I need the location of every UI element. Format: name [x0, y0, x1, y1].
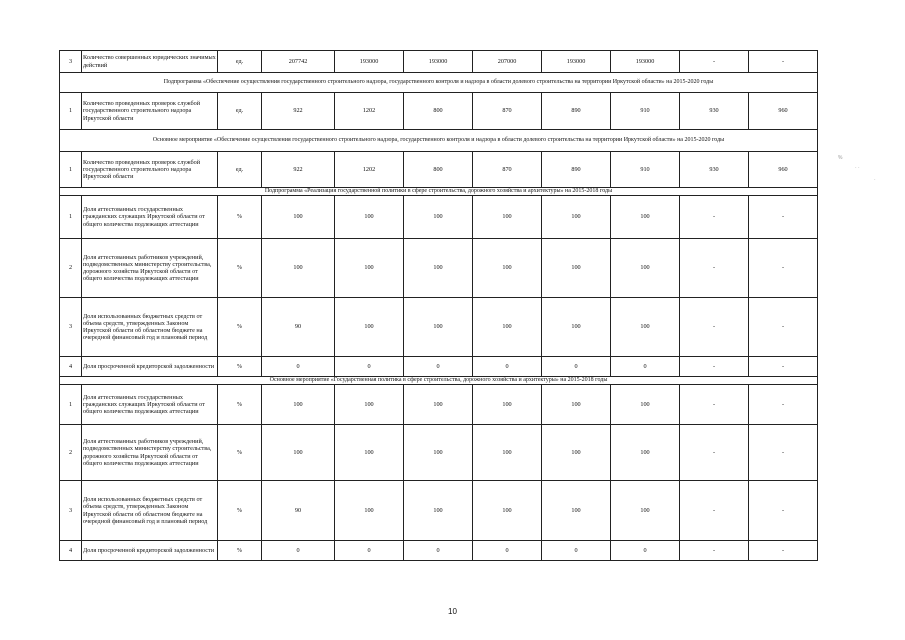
margin-mark: ·: [874, 177, 876, 183]
table-row: [60, 93, 818, 130]
value-cell: -: [680, 541, 749, 561]
value-cell: -: [680, 51, 749, 73]
value-cell: 1202: [335, 152, 404, 188]
section-title: Основное мероприятие «Обеспечение осуществления государственного строительного надзора, государственного контроля и надзора в области долевого строительства на территории Иркутской области» на 2015-2020 годы: [60, 130, 818, 152]
row-number: 4: [60, 357, 82, 377]
value-cell: 100: [473, 481, 542, 541]
value-cell: 100: [335, 239, 404, 298]
row-number: 1: [60, 196, 82, 239]
value-cell: 100: [473, 298, 542, 357]
unit-cell: %: [218, 481, 262, 541]
row-number: 3: [60, 298, 82, 357]
unit-cell: %: [218, 541, 262, 561]
section-title: Подпрограмма «Реализация государственной политики в сфере строительства, дорожного хозяйства и архитектуры» на 2015-2018 годы: [60, 188, 818, 196]
unit-cell: %: [218, 357, 262, 377]
value-cell: -: [680, 481, 749, 541]
value-cell: 100: [542, 196, 611, 239]
row-number: 2: [60, 425, 82, 481]
table-row: [60, 239, 818, 298]
unit-cell: %: [218, 196, 262, 239]
value-cell: 100: [611, 425, 680, 481]
table-row: [60, 152, 818, 188]
table-row: [60, 425, 818, 481]
indicator-name: Количество совершенных юридических значимых действий: [82, 51, 218, 73]
unit-cell: ед.: [218, 152, 262, 188]
row-number: 3: [60, 51, 82, 73]
value-cell: 100: [473, 196, 542, 239]
value-cell: 0: [611, 357, 680, 377]
value-cell: 100: [262, 239, 335, 298]
value-cell: -: [749, 196, 818, 239]
value-cell: 0: [262, 541, 335, 561]
indicator-name: Количество проведенных проверок службой государственного строительного надзора Иркутской области: [82, 152, 218, 188]
value-cell: 870: [473, 152, 542, 188]
value-cell: 0: [473, 357, 542, 377]
value-cell: 100: [611, 239, 680, 298]
value-cell: 100: [404, 298, 473, 357]
value-cell: 100: [542, 298, 611, 357]
value-cell: -: [680, 196, 749, 239]
section-title: Основное мероприятие «Государственная политика в сфере строительства, дорожного хозяйства и архитектуры» на 2015-2018 годы: [60, 377, 818, 385]
unit-cell: ед.: [218, 93, 262, 130]
margin-mark: %: [838, 155, 843, 161]
value-cell: 193000: [404, 51, 473, 73]
table-row: [60, 51, 818, 73]
value-cell: 910: [611, 93, 680, 130]
value-cell: 100: [335, 298, 404, 357]
value-cell: 100: [404, 196, 473, 239]
value-cell: 90: [262, 298, 335, 357]
value-cell: 193000: [611, 51, 680, 73]
unit-cell: %: [218, 385, 262, 425]
row-number: 1: [60, 152, 82, 188]
section-header-row: [60, 130, 818, 152]
value-cell: -: [749, 357, 818, 377]
value-cell: -: [680, 298, 749, 357]
value-cell: 100: [262, 196, 335, 239]
value-cell: -: [749, 481, 818, 541]
value-cell: 100: [404, 239, 473, 298]
value-cell: -: [680, 357, 749, 377]
value-cell: 960: [749, 152, 818, 188]
value-cell: 0: [473, 541, 542, 561]
indicator-name: Доля использованных бюджетных средств от объема средств, утвержденных Законом Иркутской области об областном бюджете на очередной финансовый год и плановый период: [82, 481, 218, 541]
value-cell: 922: [262, 152, 335, 188]
value-cell: 100: [611, 196, 680, 239]
table-row: [60, 196, 818, 239]
section-header-row: [60, 188, 818, 196]
value-cell: 800: [404, 93, 473, 130]
section-header-row: [60, 73, 818, 93]
value-cell: 100: [611, 385, 680, 425]
table-row: [60, 481, 818, 541]
row-number: 1: [60, 385, 82, 425]
indicator-name: Доля просроченной кредиторской задолженности: [82, 357, 218, 377]
value-cell: -: [749, 541, 818, 561]
indicator-name: Доля использованных бюджетных средств от объема средств, утвержденных Законом Иркутской области об областном бюджете на очередной финансовый год и плановый период: [82, 298, 218, 357]
unit-cell: %: [218, 425, 262, 481]
value-cell: -: [749, 298, 818, 357]
section-header-row: [60, 377, 818, 385]
value-cell: -: [680, 385, 749, 425]
value-cell: 100: [542, 481, 611, 541]
value-cell: 0: [404, 357, 473, 377]
table-row: [60, 298, 818, 357]
margin-mark: · ·: [855, 165, 860, 171]
value-cell: 890: [542, 93, 611, 130]
table-row: [60, 385, 818, 425]
value-cell: 207742: [262, 51, 335, 73]
value-cell: 0: [335, 541, 404, 561]
value-cell: 100: [542, 385, 611, 425]
value-cell: 0: [542, 357, 611, 377]
value-cell: -: [749, 239, 818, 298]
value-cell: -: [749, 425, 818, 481]
value-cell: 910: [611, 152, 680, 188]
unit-cell: %: [218, 239, 262, 298]
value-cell: 800: [404, 152, 473, 188]
value-cell: 100: [335, 385, 404, 425]
indicator-name: Доля аттестованных государственных гражданских служащих Иркутской области от общего количества подлежащих аттестации: [82, 385, 218, 425]
value-cell: 100: [404, 481, 473, 541]
value-cell: 0: [404, 541, 473, 561]
row-number: 1: [60, 93, 82, 130]
row-number: 4: [60, 541, 82, 561]
indicator-name: Количество проведенных проверок службой государственного строительного надзора Иркутской области: [82, 93, 218, 130]
indicator-name: Доля аттестованных государственных гражданских служащих Иркутской области от общего количества подлежащих аттестации: [82, 196, 218, 239]
value-cell: 100: [262, 385, 335, 425]
unit-cell: ед.: [218, 51, 262, 73]
value-cell: 100: [335, 196, 404, 239]
indicator-name: Доля просроченной кредиторской задолженности: [82, 541, 218, 561]
value-cell: 890: [542, 152, 611, 188]
value-cell: 100: [335, 481, 404, 541]
value-cell: 100: [473, 385, 542, 425]
value-cell: 100: [404, 385, 473, 425]
value-cell: 100: [473, 425, 542, 481]
value-cell: 0: [611, 541, 680, 561]
value-cell: 100: [335, 425, 404, 481]
value-cell: 100: [542, 425, 611, 481]
value-cell: 207000: [473, 51, 542, 73]
indicators-table: [59, 50, 818, 561]
value-cell: -: [749, 51, 818, 73]
value-cell: 0: [335, 357, 404, 377]
value-cell: 922: [262, 93, 335, 130]
value-cell: 960: [749, 93, 818, 130]
indicator-name: Доля аттестованных работников учреждений, подведомственных министерству строительства, дорожного хозяйства Иркутской области от общего количества подлежащих аттестации: [82, 239, 218, 298]
value-cell: -: [749, 385, 818, 425]
value-cell: 100: [473, 239, 542, 298]
value-cell: 930: [680, 93, 749, 130]
value-cell: 1202: [335, 93, 404, 130]
row-number: 3: [60, 481, 82, 541]
section-title: Подпрограмма «Обеспечение осуществления государственного строительного надзора, государственного контроля и надзора в области долевого строительства на территории Иркутской области» на 2015-2020 годы: [60, 73, 818, 93]
page-number: 10: [448, 607, 457, 616]
value-cell: -: [680, 425, 749, 481]
value-cell: 100: [262, 425, 335, 481]
value-cell: 930: [680, 152, 749, 188]
value-cell: 100: [404, 425, 473, 481]
value-cell: -: [680, 239, 749, 298]
value-cell: 193000: [335, 51, 404, 73]
value-cell: 0: [262, 357, 335, 377]
value-cell: 100: [542, 239, 611, 298]
indicator-name: Доля аттестованных работников учреждений, подведомственных министерству строительства, дорожного хозяйства Иркутской области от общего количества подлежащих аттестации: [82, 425, 218, 481]
table-row: [60, 541, 818, 561]
value-cell: 193000: [542, 51, 611, 73]
value-cell: 0: [542, 541, 611, 561]
value-cell: 90: [262, 481, 335, 541]
value-cell: 100: [611, 481, 680, 541]
unit-cell: %: [218, 298, 262, 357]
table-row: [60, 357, 818, 377]
value-cell: 870: [473, 93, 542, 130]
value-cell: 100: [611, 298, 680, 357]
row-number: 2: [60, 239, 82, 298]
